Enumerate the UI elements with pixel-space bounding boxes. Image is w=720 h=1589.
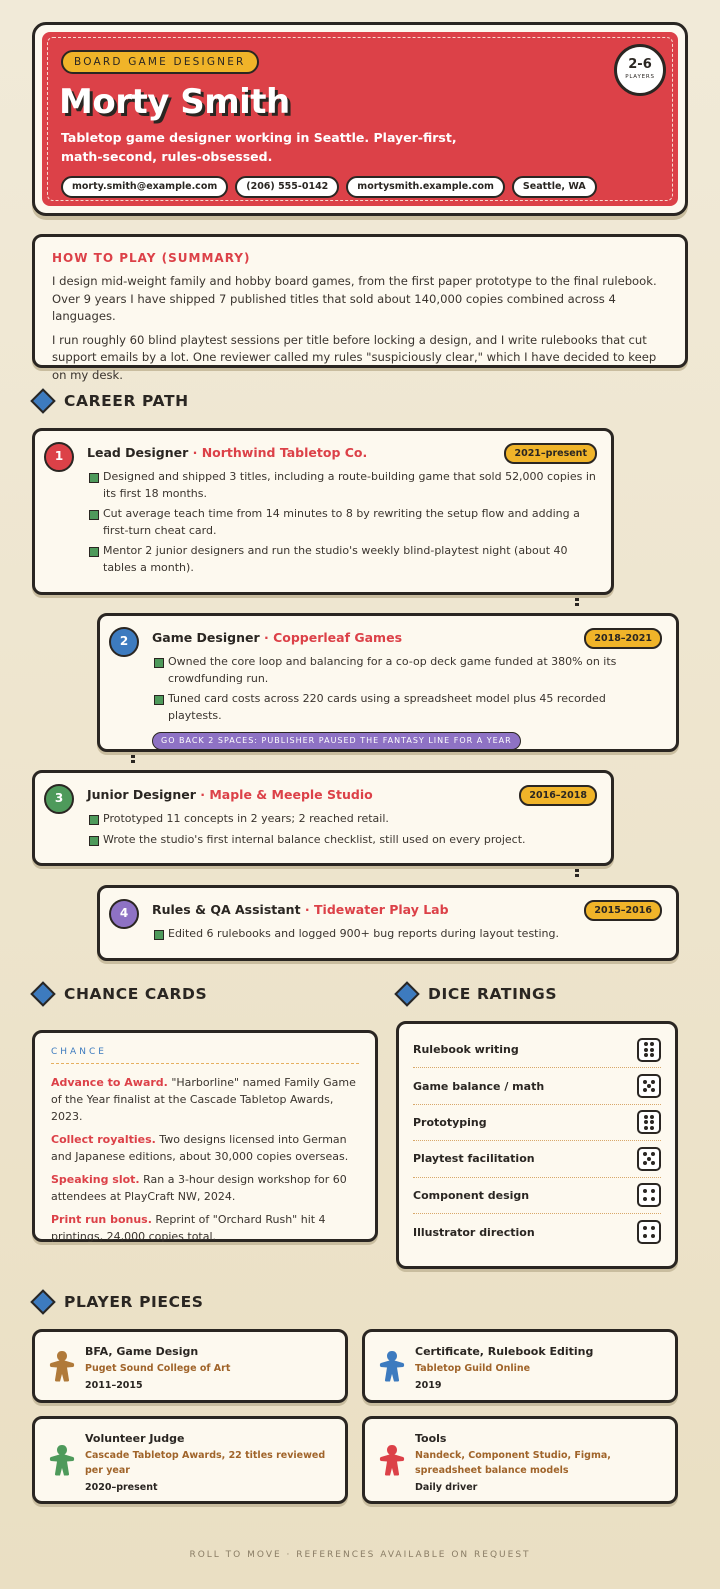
dice-row	[413, 1105, 661, 1141]
job-card	[97, 885, 679, 961]
job-bullet: Edited 6 rulebooks and logged 900+ bug reports during layout testing.	[152, 926, 662, 943]
volunteer-card	[32, 1416, 348, 1504]
job-number: 2	[109, 627, 139, 657]
job-title: Lead Designer	[87, 445, 189, 460]
die-pip	[651, 1152, 655, 1156]
section-title-text: PLAYER PIECES	[64, 1293, 204, 1311]
die-pip	[644, 1042, 648, 1046]
job-bullet: Designed and shipped 3 titles, including a route-building game that sold 52,000 copies in its first 18 months.	[87, 469, 597, 502]
chance-section-title	[30, 985, 207, 1003]
summary-paragraph: I design mid-weight family and hobby board games, from the first paper prototype to the final rulebook. Over 9 years I have shipped 7 published titles that sold about 140,000 copies combined across 4 languages.	[52, 274, 657, 323]
dice-row	[413, 1068, 661, 1104]
chance-lead: Speaking slot.	[51, 1173, 140, 1186]
piece-subtitle: Puget Sound College of Art	[85, 1363, 231, 1374]
certificate-card	[362, 1329, 678, 1403]
diamond-icon	[394, 981, 419, 1006]
dice-row	[413, 1214, 661, 1250]
chance-item	[51, 1171, 359, 1205]
job-bullet: Cut average teach time from 14 minutes to 8 by rewriting the setup flow and adding a first-turn cheat card.	[87, 506, 597, 539]
job-number: 1	[44, 442, 74, 472]
chance-lead: Print run bonus.	[51, 1213, 152, 1226]
contact-list	[61, 176, 597, 198]
job-bullets	[152, 926, 662, 943]
job-dates: 2021–present	[504, 443, 597, 464]
piece-subtitle: Cascade Tabletop Awards, 22 titles reviewed per year	[85, 1450, 326, 1476]
die-pip	[643, 1152, 647, 1156]
tools-card	[362, 1416, 678, 1504]
die-pip	[644, 1126, 648, 1130]
skill-label: Illustrator direction	[413, 1225, 535, 1239]
chance-text: Two designs licensed into German and Japanese editions, about 30,000 copies overseas.	[51, 1133, 349, 1163]
chance-text: Reprint of "Orchard Rush" hit 4 printings, 24,000 copies total.	[51, 1213, 326, 1243]
job-title: Junior Designer	[87, 787, 196, 802]
die-pip	[650, 1048, 654, 1052]
job-card	[97, 613, 679, 752]
skill-label: Prototyping	[413, 1115, 487, 1129]
die-pip	[647, 1157, 651, 1161]
chance-item	[51, 1211, 359, 1245]
dice-ratings-card	[396, 1021, 678, 1269]
tagline: Tabletop game designer working in Seattle. Player-first, math-second, rules-obsessed.	[61, 130, 457, 164]
chance-lead: Advance to Award.	[51, 1076, 168, 1089]
footer: ROLL TO MOVE · REFERENCES AVAILABLE ON REQUEST	[189, 1550, 531, 1560]
players-count: 2-6	[628, 57, 652, 72]
diamond-icon	[30, 1289, 55, 1314]
die-icon	[637, 1074, 661, 1098]
die-pip	[650, 1042, 654, 1046]
job-bullet: Tuned card costs across 220 cards using a spreadsheet model plus 45 recorded playtests.	[152, 691, 662, 724]
die-pip	[651, 1161, 655, 1165]
die-pip	[651, 1080, 655, 1084]
die-pip	[643, 1234, 647, 1238]
summary-paragraph: I run roughly 60 blind playtest sessions per title before locking a design, and I write rulebooks that cut support emails by a lot. One reviewer called my rules "suspiciously clear," which I have decided to keep on my desk.	[52, 332, 657, 382]
die-pip	[643, 1088, 647, 1092]
chance-text: Ran a 3-hour design workshop for 60 attendees at PlayCraft NW, 2024.	[51, 1173, 347, 1203]
meeple-icon	[49, 1350, 75, 1382]
dice-row	[413, 1178, 661, 1214]
section-title-text: DICE RATINGS	[428, 985, 558, 1003]
job-bullets	[87, 469, 597, 576]
piece-meta: 2020–present	[85, 1482, 158, 1493]
dice-row	[413, 1032, 661, 1068]
skill-label: Component design	[413, 1188, 530, 1202]
phone-chip[interactable]: (206) 555-0142	[235, 176, 339, 198]
piece-subtitle: Tabletop Guild Online	[415, 1363, 531, 1374]
die-pip	[651, 1234, 655, 1238]
job-number: 3	[44, 784, 74, 814]
die-pip	[651, 1226, 655, 1230]
job-bullet: Prototyped 11 concepts in 2 years; 2 reached retail.	[87, 811, 597, 828]
education-card	[32, 1329, 348, 1403]
career-section-title	[30, 392, 189, 410]
die-pip	[644, 1048, 648, 1052]
die-pip	[650, 1126, 654, 1130]
piece-meta: 2011–2015	[85, 1380, 143, 1391]
piece-title: Tools	[415, 1432, 447, 1445]
die-pip	[650, 1115, 654, 1119]
penalty-badge: GO BACK 2 SPACES: PUBLISHER PAUSED THE FANTASY LINE FOR A YEAR	[152, 732, 521, 750]
job-card	[32, 770, 614, 866]
piece-meta: Daily driver	[415, 1482, 478, 1493]
job-bullets	[152, 654, 662, 724]
candidate-name: Morty Smith	[59, 82, 290, 122]
die-icon	[637, 1220, 661, 1244]
header-panel	[42, 32, 678, 206]
meeple-icon	[379, 1350, 405, 1382]
die-icon	[637, 1110, 661, 1134]
job-separator: ·	[259, 630, 274, 645]
chance-item	[51, 1074, 359, 1125]
die-pip	[643, 1197, 647, 1201]
job-bullet: Owned the core loop and balancing for a co-op deck game funded at 380% on its crowdfunding run.	[152, 654, 662, 687]
skill-label: Rulebook writing	[413, 1043, 519, 1057]
job-separator: ·	[300, 902, 315, 917]
role-badge: BOARD GAME DESIGNER	[61, 50, 259, 74]
piece-title: Certificate, Rulebook Editing	[415, 1345, 594, 1358]
website-chip[interactable]: mortysmith.example.com	[346, 176, 505, 198]
die-icon	[637, 1183, 661, 1207]
path-connector	[575, 598, 579, 608]
section-title-text: CAREER PATH	[64, 392, 189, 410]
job-bullet: Wrote the studio's first internal balance checklist, still used on every project.	[87, 832, 597, 849]
die-pip	[643, 1189, 647, 1193]
job-card	[32, 428, 614, 595]
job-company: Maple & Meeple Studio	[209, 787, 373, 802]
die-pip	[651, 1189, 655, 1193]
job-separator: ·	[195, 787, 210, 802]
job-dates: 2018–2021	[584, 628, 662, 649]
piece-title: Volunteer Judge	[85, 1432, 185, 1445]
diamond-icon	[30, 388, 55, 413]
email-chip[interactable]: morty.smith@example.com	[61, 176, 228, 198]
path-connector	[131, 755, 135, 765]
piece-title: BFA, Game Design	[85, 1345, 199, 1358]
job-title: Rules & QA Assistant	[152, 902, 301, 917]
die-icon	[637, 1038, 661, 1062]
job-bullets	[87, 811, 597, 848]
job-dates: 2015–2016	[584, 900, 662, 921]
job-company: Copperleaf Games	[273, 630, 403, 645]
die-pip	[643, 1080, 647, 1084]
die-pip	[643, 1226, 647, 1230]
piece-meta: 2019	[415, 1380, 442, 1391]
players-badge	[614, 44, 666, 96]
path-connector	[575, 869, 579, 879]
summary-title: HOW TO PLAY (SUMMARY)	[52, 251, 251, 265]
header-card	[32, 22, 688, 216]
meeple-icon	[49, 1444, 75, 1476]
die-pip	[651, 1088, 655, 1092]
die-pip	[644, 1053, 648, 1057]
players-label: PLAYERS	[625, 74, 655, 80]
die-pip	[644, 1115, 648, 1119]
die-pip	[643, 1161, 647, 1165]
die-pip	[650, 1053, 654, 1057]
chance-text: "Harborline" named Family Game of the Year finalist at the Cascade Tabletop Awards, 2023.	[51, 1076, 356, 1123]
job-number: 4	[109, 899, 139, 929]
job-title: Game Designer	[152, 630, 260, 645]
die-pip	[647, 1084, 651, 1088]
chance-card	[32, 1030, 378, 1242]
meeple-icon	[379, 1444, 405, 1476]
section-title-text: CHANCE CARDS	[64, 985, 208, 1003]
job-separator: ·	[188, 445, 202, 460]
die-icon	[637, 1147, 661, 1171]
piece-subtitle: Nandeck, Component Studio, Figma, spreadsheet balance models	[415, 1450, 611, 1476]
chance-lead: Collect royalties.	[51, 1133, 156, 1146]
diamond-icon	[30, 981, 55, 1006]
die-pip	[650, 1120, 654, 1124]
dice-section-title	[394, 985, 557, 1003]
job-company: Northwind Tabletop Co.	[201, 445, 368, 460]
skill-label: Game balance / math	[413, 1079, 545, 1093]
location-chip: Seattle, WA	[512, 176, 597, 198]
chance-label: CHANCE	[51, 1047, 359, 1064]
dice-row	[413, 1141, 661, 1177]
die-pip	[644, 1120, 648, 1124]
skill-label: Playtest facilitation	[413, 1152, 535, 1166]
die-pip	[651, 1197, 655, 1201]
job-dates: 2016–2018	[519, 785, 597, 806]
summary-card	[32, 234, 688, 382]
chance-item	[51, 1131, 359, 1165]
job-company: Tidewater Play Lab	[314, 902, 449, 917]
job-bullet: Mentor 2 junior designers and run the studio's weekly blind-playtest night (about 40 tables a month).	[87, 543, 597, 576]
pieces-section-title	[30, 1293, 204, 1311]
